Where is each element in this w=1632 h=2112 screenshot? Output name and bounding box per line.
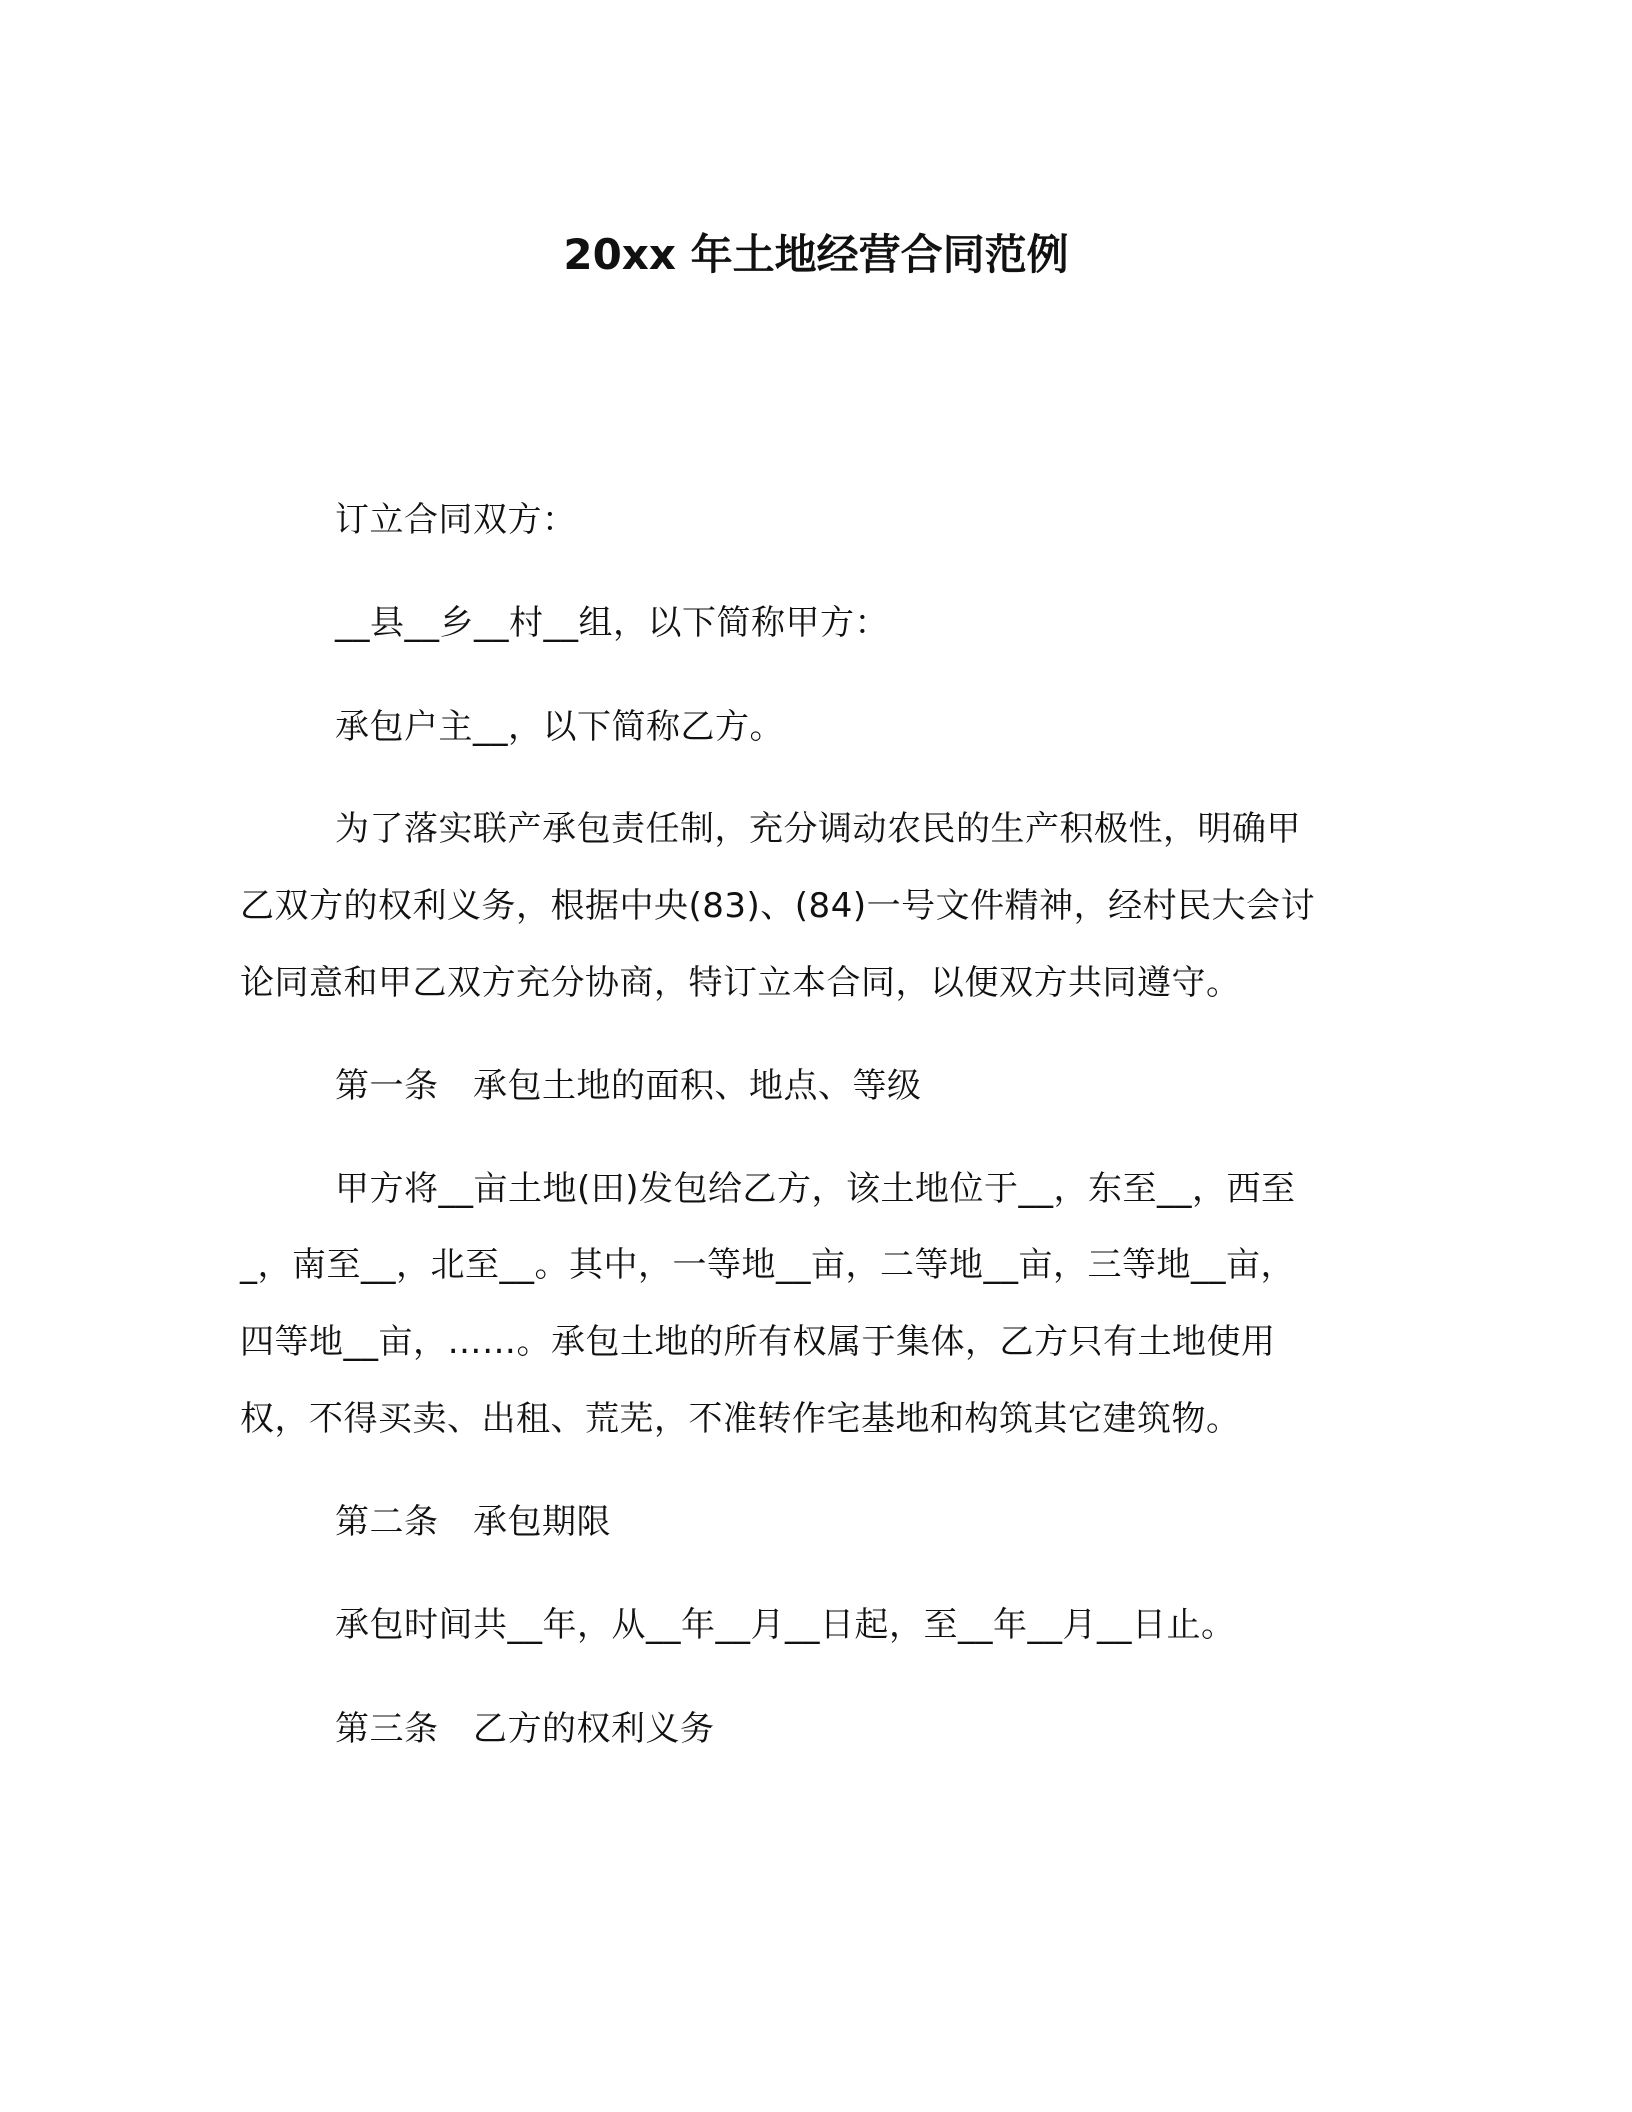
article-3-heading: 第三条 乙方的权利义务	[335, 1709, 715, 1749]
text-line-article-1-c: 四等地__亩，……。承包土地的所有权属于集体，乙方只有土地使用	[240, 1322, 1276, 1362]
text-line-article-1-d: 权，不得买卖、出租、荒芜，不准转作宅基地和构筑其它建筑物。	[240, 1399, 1241, 1439]
text-line-party-a: __县__乡__村__组，以下简称甲方：	[335, 603, 889, 643]
article-1-heading: 第一条 承包土地的面积、地点、等级	[335, 1066, 922, 1106]
article-2-heading: 第二条 承包期限	[335, 1502, 611, 1542]
text-line-preamble-1: 为了落实联产承包责任制，充分调动农民的生产积极性，明确甲	[335, 809, 1301, 849]
text-line-article-1-b: _，南至__，北至__。其中，一等地__亩，二等地__亩，三等地__亩，	[240, 1245, 1295, 1285]
text-line-parties-heading: 订立合同双方：	[335, 500, 577, 540]
text-line-preamble-2: 乙双方的权利义务，根据中央(83)、(84)一号文件精神，经村民大会讨	[240, 886, 1316, 926]
text-line-article-2: 承包时间共__年，从__年__月__日起，至__年__月__日止。	[335, 1605, 1236, 1645]
text-line-article-1-a: 甲方将__亩土地(田)发包给乙方，该土地位于__，东至__，西至	[335, 1169, 1296, 1209]
document-title: 20xx 年土地经营合同范例	[563, 230, 1069, 279]
text-line-preamble-3: 论同意和甲乙双方充分协商，特订立本合同，以便双方共同遵守。	[240, 963, 1241, 1003]
text-line-party-b: 承包户主__，以下简称乙方。	[335, 707, 784, 747]
